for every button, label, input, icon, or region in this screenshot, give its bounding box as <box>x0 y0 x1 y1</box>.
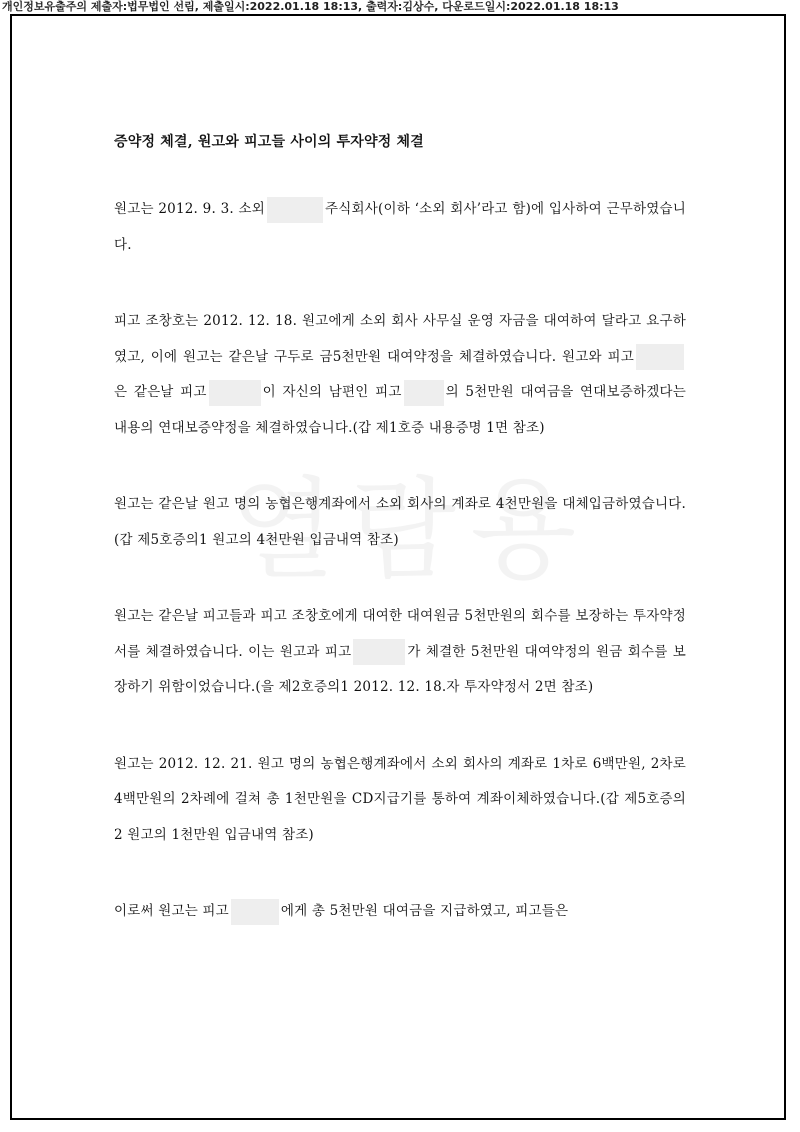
paragraph-conclusion <box>114 894 686 930</box>
text-segment: 원고는 2012. 9. 3. 소외 <box>114 201 266 217</box>
document-body <box>114 128 686 930</box>
redaction-block <box>231 899 279 925</box>
redaction-block <box>353 639 405 665</box>
text-segment: 은 같은날 피고 <box>114 384 207 400</box>
redaction-block <box>636 344 684 370</box>
redaction-block <box>209 380 261 406</box>
text-segment: 에게 총 5천만원 대여금을 지급하였고, 피고들은 <box>280 903 569 919</box>
paragraph-transfer-10m: 원고는 2012. 12. 21. 원고 명의 농협은행계좌에서 소외 회사의 계좌로 1차로 6백만원, 2차로 4백만원의 2차례에 걸쳐 총 1천만원을 CD지급기를 통하여 계좌이체하였습니다.(갑 제5호증의2 원고의 1천만원 입금내역 참조) <box>114 755 686 843</box>
document-header-notice: 개인정보유출주의 제출자:법무법인 선림, 제출일시:2022.01.18 18:13, 출력자:김상수, 다운로드일시:2022.01.18 18:13 <box>2 0 619 13</box>
text-segment: 이로써 원고는 피고 <box>114 903 229 919</box>
redaction-block <box>404 380 444 406</box>
text-segment: 이 자신의 남편인 피고 <box>262 384 402 400</box>
text-segment: 원고는 같은날 피고들과 피고 조창호에게 대여한 대여원금 5천만원의 회수를 보장하는 투자약정서를 체결하였습니다. 이는 원고과 피고 <box>114 608 686 660</box>
redaction-block <box>267 197 323 223</box>
paragraph-employment <box>114 192 686 263</box>
paragraph-loan-agreement <box>114 304 686 446</box>
text-segment: 가 체결한 5천만원 대여약정의 원금 회수를 보장하기 위함이었습니다.(을 제2호증의1 2012. 12. 18.자 투자약정서 2면 참조) <box>114 643 686 695</box>
text-segment: 피고 조창호는 2012. 12. 18. 원고에게 소외 회사 사무실 운영 자금을 대여하여 달라고 요구하였고, 이에 원고는 같은날 구두로 금5천만원 대여약정을 체결하였습니다. 원고와 피고 <box>114 313 686 365</box>
paragraph-investment-agreement <box>114 599 686 706</box>
text-segment: 주식회사(이하 ‘소외 회사’라고 함)에 입사하여 근무하였습니다. <box>114 201 686 253</box>
paragraph-transfer-40m: 원고는 같은날 원고 명의 농협은행계좌에서 소외 회사의 계좌로 4천만원을 대체입금하였습니다.(갑 제5호증의1 원고의 4천만원 입금내역 참조) <box>114 496 686 548</box>
text-segment: 의 5천만원 대여금을 연대보증하겠다는 내용의 연대보증약정을 체결하였습니다.(갑 제1호증 내용증명 1면 참조) <box>114 384 686 436</box>
section-heading: 증약정 체결, 원고와 피고들 사이의 투자약정 체결 <box>114 134 424 150</box>
